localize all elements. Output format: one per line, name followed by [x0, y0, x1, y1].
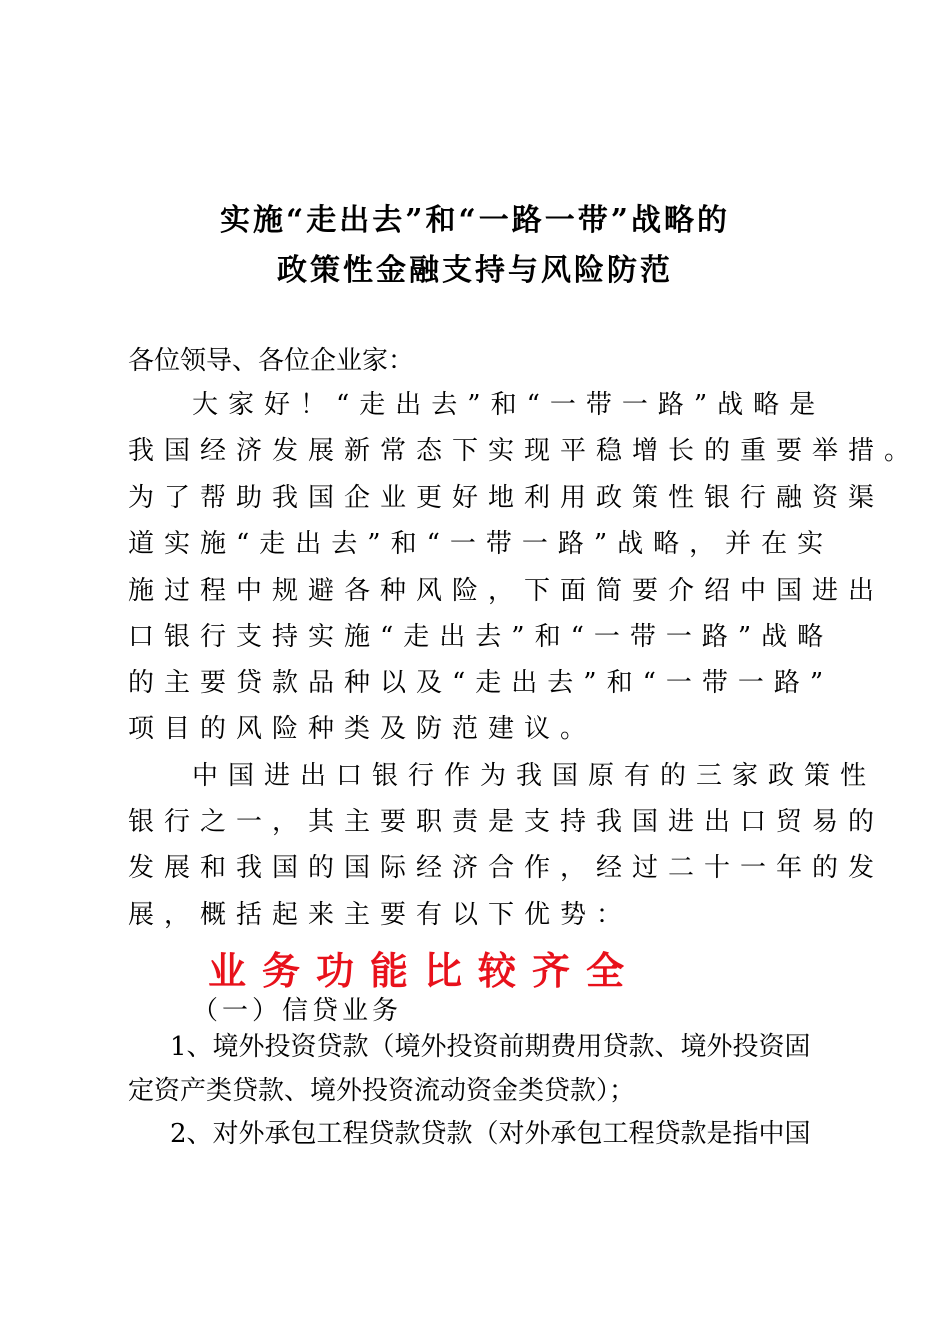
document-title-line-2: 政策性金融支持与风险防范: [277, 253, 673, 288]
item2-line-1: 2、对外承包工程贷款贷款（对外承包工程贷款是指中国: [170, 1119, 811, 1149]
subheading-credit-business: （一）信贷业务: [192, 996, 403, 1026]
section-red-heading: 业务功能比较齐全: [208, 948, 641, 993]
item1-line-2: 定资产类贷款、境外投资流动资金类贷款）；: [128, 1076, 636, 1106]
para2-line-3: 发展和我国的国际经济合作，经过二十一年的发: [128, 853, 885, 883]
document-title-line-1: 实施“走出去”和“一路一带”战略的: [219, 203, 731, 238]
para1-line-6: 口银行支持实施“走出去”和“一带一路”战略: [128, 622, 834, 652]
para1-line-2: 我国经济发展新常态下实现平稳增长的重要举措。: [128, 436, 921, 466]
para1-line-5: 施过程中规避各种风险，下面简要介绍中国进出: [128, 576, 885, 606]
para1-line-8: 项目的风险种类及防范建议。: [128, 714, 597, 744]
item1-line-1: 1、境外投资贷款（境外投资前期费用贷款、境外投资固: [170, 1032, 811, 1062]
para1-line-4: 道实施“走出去”和“一带一路”战略，并在实: [128, 529, 834, 559]
salutation: 各位领导、各位企业家：: [128, 346, 415, 376]
para1-line-7: 的主要贷款品种以及“走出去”和“一带一路”: [128, 668, 834, 698]
para1-line-1: 大家好！“走出去”和“一带一路”战略是: [192, 390, 826, 420]
para1-line-3: 为了帮助我国企业更好地利用政策性银行融资渠: [128, 483, 885, 513]
para2-line-2: 银行之一，其主要职责是支持我国进出口贸易的: [128, 807, 885, 837]
para2-line-4: 展，概括起来主要有以下优势：: [128, 900, 633, 930]
para2-line-1: 中国进出口银行作为我国原有的三家政策性: [192, 761, 877, 791]
